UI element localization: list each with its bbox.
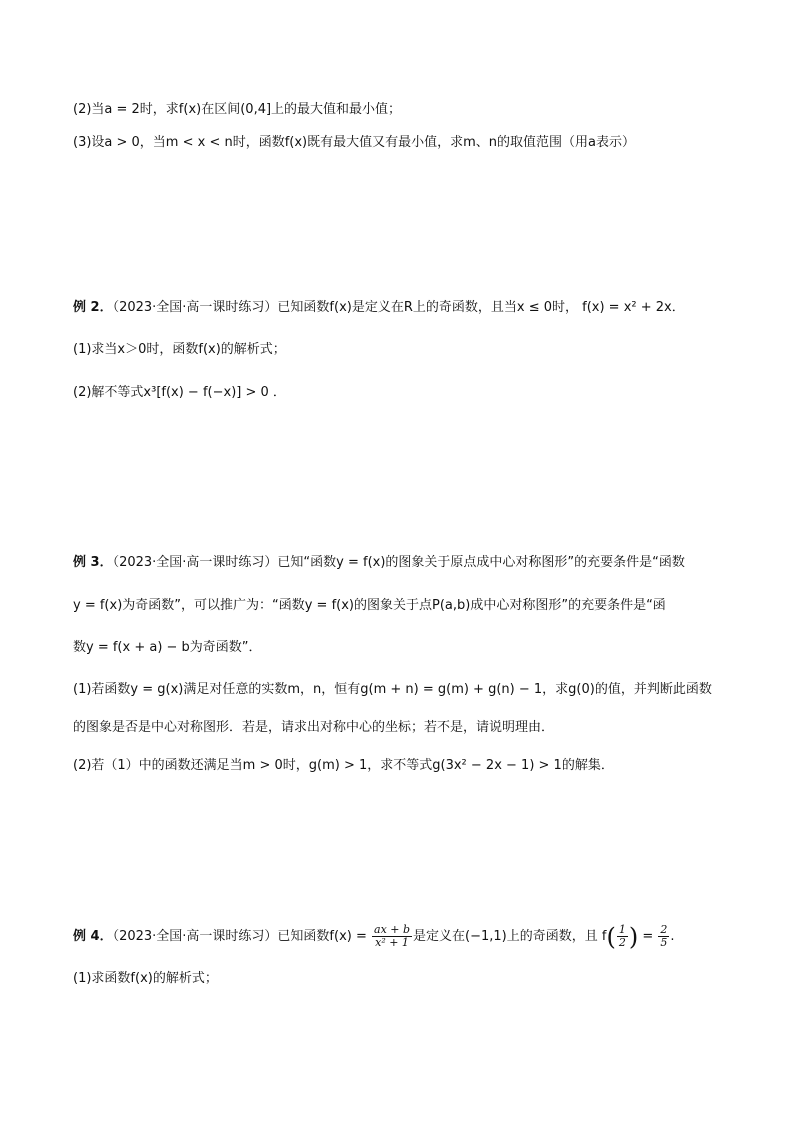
example-2-label: 例 2．	[73, 300, 113, 315]
value-denominator: 5	[660, 936, 668, 949]
example-2-stem-text: （2023·全国·高一课时练习）已知函数f(x)是定义在R上的奇函数，且当x ≤ 0时， f(x) = x² + 2x．	[112, 300, 685, 315]
example-2-part-2: (2)解不等式x³[f(x) − f(−x)] > 0 ．	[73, 385, 286, 400]
example-4-stem	[73, 922, 734, 952]
right-paren: )	[628, 922, 639, 951]
example-3-stem-line-3: 数y = f(x + a) − b为奇函数”．	[73, 640, 262, 655]
example-4-argument	[606, 924, 638, 949]
example-1-part-3: (3)设a > 0，当m < x < n时，函数f(x)既有最大值又有最小值，求m、n的取值范围（用a表示）	[73, 135, 636, 150]
example-4-stem-mid: 是定义在(−1,1)上的奇函数，且 f	[413, 929, 607, 944]
example-3-stem-line-2: y = f(x)为奇函数”，可以推广为：“函数y = f(x)的图象关于点P(a,b)成中心对称图形”的充要条件是“函	[73, 598, 666, 613]
fraction-numerator: ax + b	[374, 923, 411, 936]
fraction-denominator: x² + 1	[375, 936, 409, 949]
example-3-part-1-line-2: 的图象是否是中心对称图形．若是，请求出对称中心的坐标；若不是，请说明理由．	[73, 720, 555, 735]
left-paren: (	[606, 922, 616, 951]
argument-numerator: 1	[618, 923, 626, 936]
example-2-part-1: (1)求当x＞0时，函数f(x)的解析式；	[73, 342, 286, 357]
argument-fraction	[617, 924, 628, 949]
value-numerator: 2	[660, 923, 668, 936]
example-3-label: 例 3．	[73, 555, 113, 570]
example-4-function-fraction	[372, 924, 412, 949]
example-4-equals: =	[642, 929, 654, 944]
example-4-stem-pre: （2023·全国·高一课时练习）已知函数f(x) =	[112, 929, 367, 944]
example-4-part-1: (1)求函数f(x)的解析式；	[73, 971, 218, 986]
example-2-stem	[73, 298, 734, 318]
example-1-part-2: (2)当a = 2时，求f(x)在区间(0,4]上的最大值和最小值；	[73, 102, 402, 117]
example-4-label: 例 4．	[73, 929, 113, 944]
example-4-stem-end: .	[670, 929, 675, 944]
example-3-stem-text: （2023·全国·高一课时练习）已知“函数y = f(x)的图象关于原点成中心对称图形”的充要条件是“函数	[112, 555, 685, 570]
argument-denominator: 2	[618, 936, 626, 949]
example-3-stem-line-1	[73, 553, 734, 573]
example-3-part-1-line-1: (1)若函数y = g(x)满足对任意的实数m，n，恒有g(m + n) = g(m) + g(n) − 1，求g(0)的值，并判断此函数	[73, 682, 712, 697]
example-3-part-2: (2)若（1）中的函数还满足当m > 0时，g(m) > 1，求不等式g(3x² − 2x − 1) > 1的解集．	[73, 758, 614, 773]
example-4-value-fraction	[658, 924, 669, 949]
